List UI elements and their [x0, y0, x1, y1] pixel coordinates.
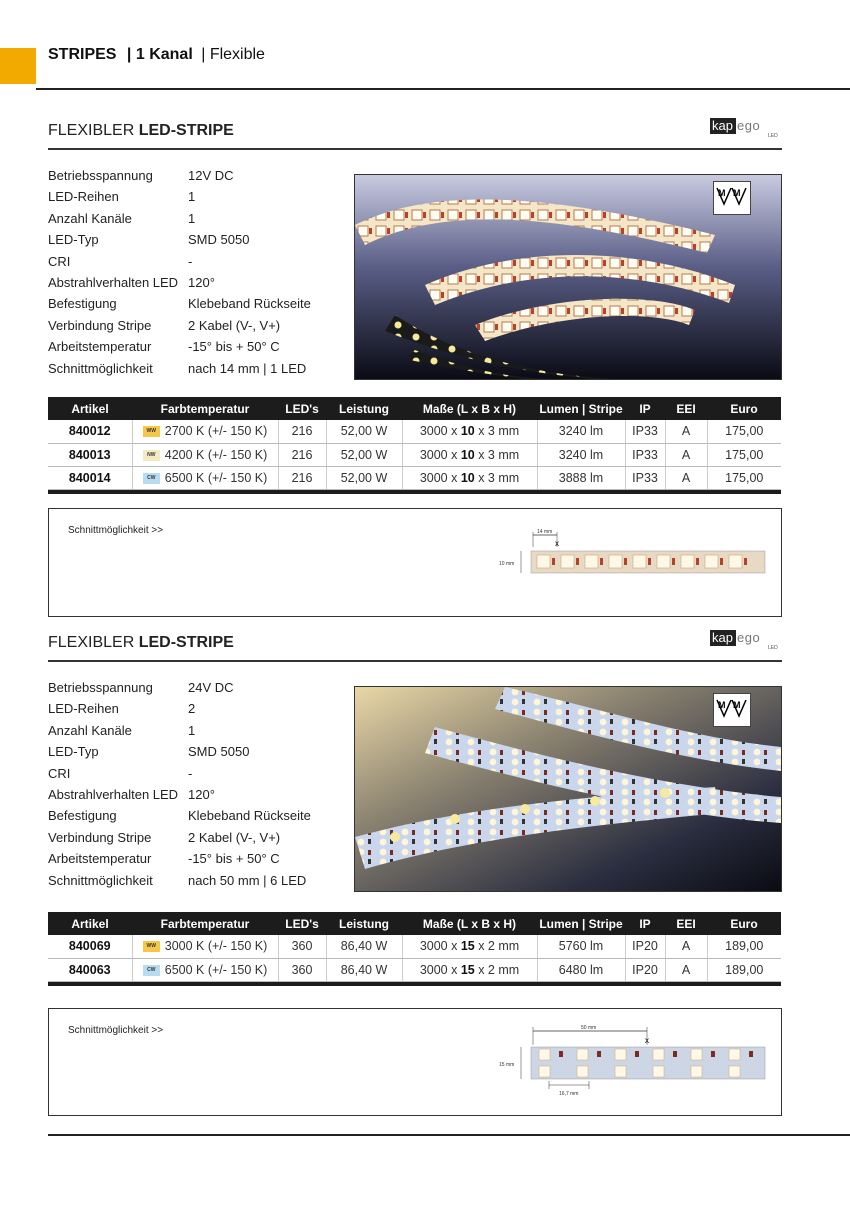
spec-row: Befestigung Klebeband Rückseite — [48, 808, 311, 824]
product-table — [48, 397, 781, 494]
page-header — [48, 46, 265, 64]
section-title: FLEXIBLER LED-STRIPE — [48, 634, 234, 651]
spec-row: Befestigung Klebeband Rückseite — [48, 296, 311, 312]
spec-row: Abstrahlverhalten LED 120° — [48, 274, 215, 290]
spec-row: Verbindung Stripe 2 Kabel (V-, V+) — [48, 317, 281, 333]
cut-diagram-box — [48, 508, 782, 617]
table-row[interactable]: 840063 CW 6500 K (+/- 150 K) 360 86,40 W 3000 x 15 x 2 mm 6480 lm IP20 A 189,00 — [48, 958, 781, 981]
spec-row: Abstrahlverhalten LED 120° — [48, 786, 215, 802]
spec-row: Betriebsspannung 12V DC — [48, 168, 234, 183]
table-foot-bar — [48, 489, 781, 494]
spec-row: LED-Reihen 2 — [48, 701, 196, 717]
brand-logo: kap ego LED — [712, 118, 778, 139]
table-row[interactable]: 840014 CW 6500 K (+/- 150 K) 216 52,00 W 3000 x 10 x 3 mm 3888 lm IP33 A 175,00 — [48, 466, 781, 489]
spec-row: Schnittmöglichkeit nach 14 mm | 1 LED — [48, 360, 307, 376]
spec-row: Verbindung Stripe 2 Kabel (V-, V+) — [48, 829, 281, 845]
svg-text:M: M — [733, 700, 741, 710]
spec-row: LED-Typ SMD 5050 — [48, 232, 250, 248]
color-badge: CW — [143, 965, 160, 976]
spec-row: LED-Reihen 1 — [48, 189, 196, 205]
header-type: | Flexible — [201, 46, 265, 63]
table-row[interactable]: 840013 NW 4200 K (+/- 150 K) 216 52,00 W 3000 x 10 x 3 mm 3240 lm IP33 A 175,00 — [48, 443, 781, 466]
svg-text:x: x — [555, 539, 559, 548]
product-photo — [354, 686, 782, 892]
spec-row: Schnittmöglichkeit nach 50 mm | 6 LED — [48, 872, 307, 888]
product-photo — [354, 174, 782, 380]
cut-strip-diagram — [497, 527, 769, 587]
mm-mark-icon — [713, 693, 751, 727]
section-tab-marker — [0, 48, 36, 84]
svg-text:M: M — [733, 188, 741, 198]
table-row[interactable]: 840069 WW 3000 K (+/- 150 K) 360 86,40 W 3000 x 15 x 2 mm 5760 lm IP20 A 189,00 — [48, 935, 781, 958]
section-rule — [48, 660, 782, 662]
color-badge: WW — [143, 941, 160, 952]
table-header-row: Artikel Farbtemperatur LED's Leistung Maße (L x B x H) Lumen | Stripe IP EEI Euro — [48, 912, 781, 935]
color-badge: CW — [143, 473, 160, 484]
spec-row: Anzahl Kanäle 1 — [48, 210, 196, 226]
mm-mark-icon — [713, 181, 751, 215]
svg-text:M: M — [718, 188, 726, 198]
svg-text:M: M — [718, 700, 726, 710]
table-header-row: Artikel Farbtemperatur LED's Leistung Maße (L x B x H) Lumen | Stripe IP EEI Euro — [48, 397, 781, 420]
color-badge: NW — [143, 450, 160, 461]
spec-row: Arbeitstemperatur -15° bis + 50° C — [48, 851, 280, 867]
cut-length-label: 14 mm — [537, 529, 553, 535]
section-title: FLEXIBLER LED-STRIPE — [48, 122, 234, 139]
spec-list — [48, 168, 311, 382]
cut-width-label: 10 mm — [499, 561, 515, 567]
cut-pitch-label: 16,7 mm — [559, 1091, 579, 1097]
section-rule — [48, 148, 782, 150]
table-foot-bar — [48, 981, 781, 986]
color-badge: WW — [143, 426, 160, 437]
header-title: STRIPES — [48, 46, 117, 63]
cut-label: Schnittmöglichkeit >> — [68, 525, 164, 536]
spec-row: Arbeitstemperatur -15° bis + 50° C — [48, 339, 280, 355]
cut-label: Schnittmöglichkeit >> — [68, 1025, 164, 1036]
product-table — [48, 912, 781, 986]
cut-width-label: 15 mm — [499, 1062, 515, 1068]
header-channel: | 1 Kanal — [126, 46, 193, 63]
spec-row: LED-Typ SMD 5050 — [48, 744, 250, 760]
brand-logo: kap ego LED — [712, 630, 778, 651]
cut-length-label: 50 mm — [581, 1025, 597, 1031]
spec-row: Betriebsspannung 24V DC — [48, 680, 234, 695]
footer-rule — [48, 1134, 850, 1136]
table-row[interactable]: 840012 WW 2700 K (+/- 150 K) 216 52,00 W 3000 x 10 x 3 mm 3240 lm IP33 A 175,00 — [48, 420, 781, 443]
spec-row: CRI - — [48, 765, 193, 781]
spec-row: Anzahl Kanäle 1 — [48, 722, 196, 738]
cut-strip-diagram — [497, 1019, 769, 1109]
spec-list — [48, 680, 311, 894]
header-rule — [36, 88, 850, 90]
spec-row: CRI - — [48, 253, 193, 269]
svg-text:x: x — [645, 1036, 649, 1045]
cut-diagram-box — [48, 1008, 782, 1116]
